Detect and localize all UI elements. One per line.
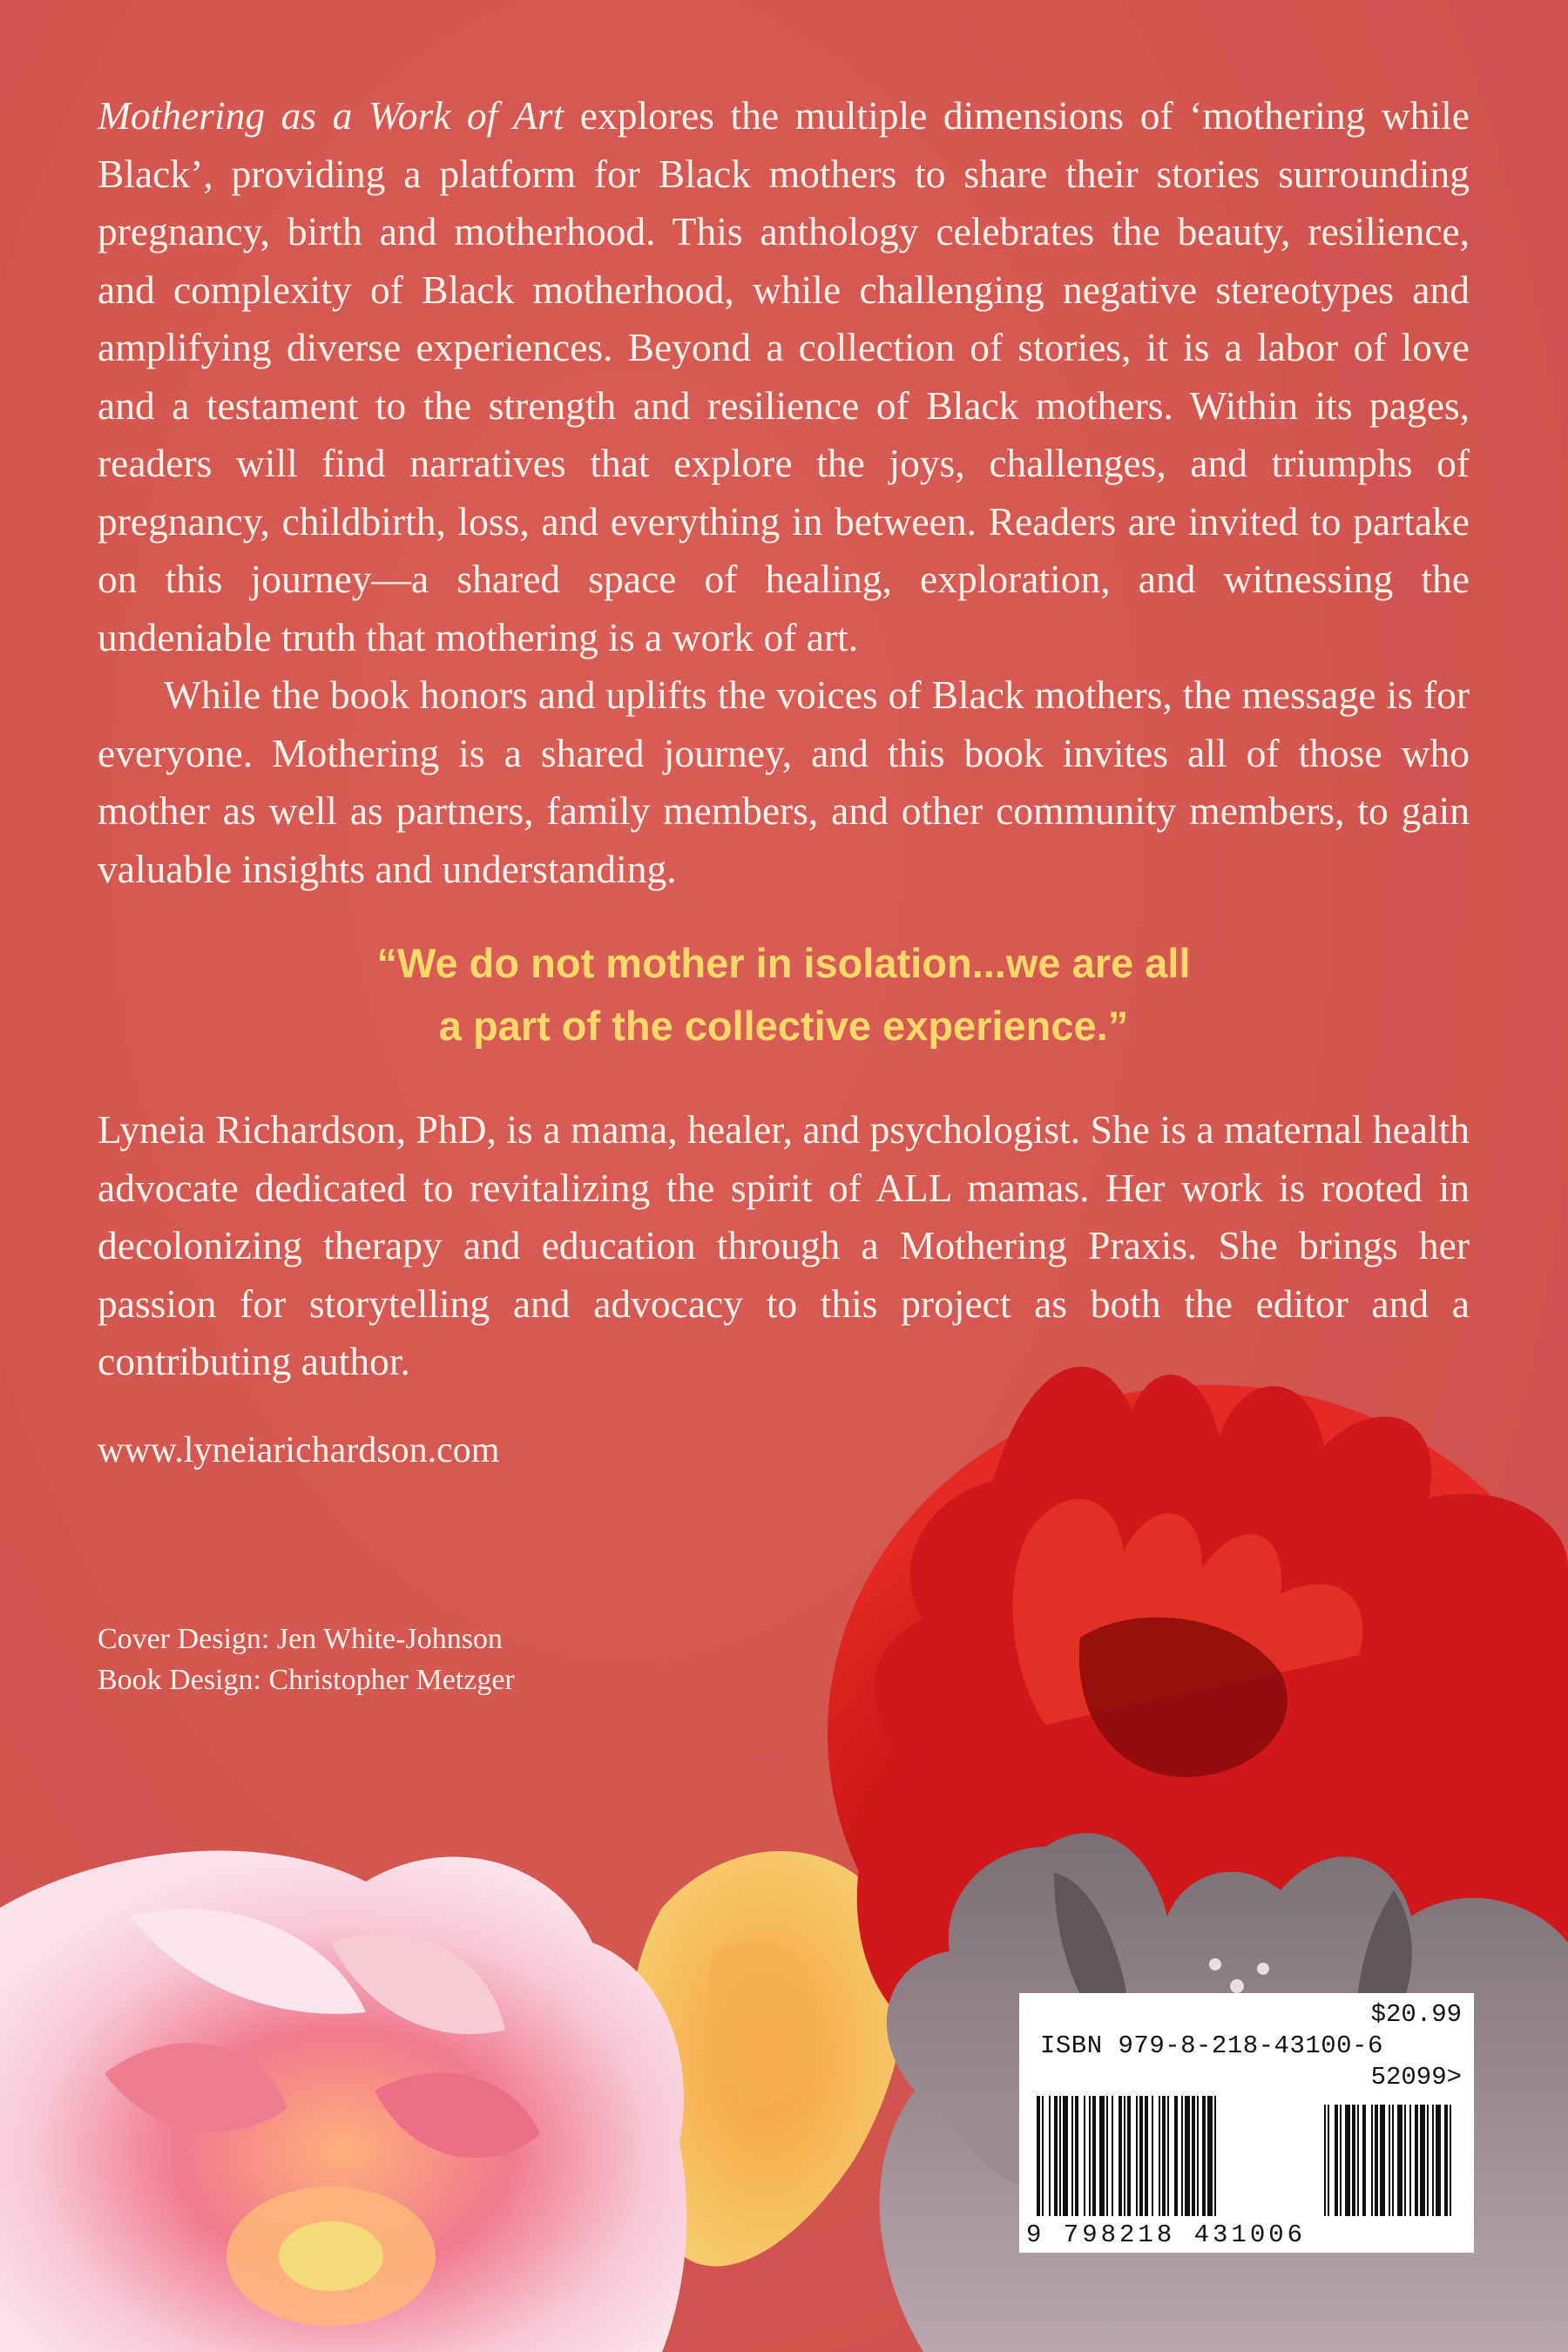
barcode-bar xyxy=(1207,2096,1213,2216)
barcode-addon-bar xyxy=(1450,2105,1451,2216)
barcode-addon-bar xyxy=(1375,2105,1378,2216)
barcode-price: $20.99 xyxy=(1370,2000,1462,2029)
pull-quote xyxy=(98,932,1470,1058)
barcode-bar xyxy=(1071,2096,1073,2216)
barcode-isbn: ISBN 979-8-218-43100-6 xyxy=(1040,2031,1383,2060)
barcode-bar xyxy=(1214,2096,1216,2216)
barcode-bar xyxy=(1152,2096,1153,2216)
barcode-addon-bar xyxy=(1427,2105,1429,2216)
barcode-bar xyxy=(1162,2096,1166,2216)
barcode-number: 9 798218 431006 xyxy=(1026,2220,1307,2249)
barcode-bar xyxy=(1127,2096,1131,2216)
barcode-bar xyxy=(1106,2096,1108,2216)
barcode-bar xyxy=(1167,2096,1169,2216)
barcode-bar xyxy=(1124,2096,1125,2216)
barcode-addon-bar xyxy=(1328,2105,1329,2216)
barcode-addon-bar xyxy=(1436,2105,1441,2216)
barcode-bar xyxy=(1054,2096,1058,2216)
barcode-addon-bar xyxy=(1420,2105,1425,2216)
barcode-bar xyxy=(1145,2096,1148,2216)
cover-design-credit: Cover Design: Jen White-Johnson xyxy=(98,1623,503,1655)
barcode-bar xyxy=(1112,2096,1113,2216)
barcode-addon-bar xyxy=(1371,2105,1373,2216)
barcode-bar xyxy=(1075,2096,1078,2216)
author-bio: Lyneia Richardson, PhD, is a mama, healer, and psychologist. She is a maternal health advocate dedicated to revitalizing the spirit of ALL mamas. Her work is rooted in decolonizing therapy and education through a Mothering Praxis. She brings her passion for storytelling and advocacy to this project as both the editor and a contributing author. xyxy=(98,1107,1470,1383)
barcode-bar xyxy=(1099,2096,1105,2216)
design-credits xyxy=(98,1619,515,1700)
barcode-addon-bar xyxy=(1380,2105,1385,2216)
barcode-bar xyxy=(1089,2096,1091,2216)
barcode-addon-bar xyxy=(1409,2105,1411,2216)
barcode-addon-bar xyxy=(1392,2105,1394,2216)
barcode-addon-bar xyxy=(1335,2105,1338,2216)
barcode-bar xyxy=(1059,2096,1061,2216)
barcode-addon-code: 52099> xyxy=(1370,2063,1462,2092)
book-design-credit: Book Design: Christopher Metzger xyxy=(98,1664,515,1696)
barcode-bar xyxy=(1084,2096,1085,2216)
author-website: www.lyneiarichardson.com xyxy=(98,1430,500,1470)
barcode-addon-bar xyxy=(1340,2105,1342,2216)
description-paragraph-2: While the book honors and uplifts the voices of Black mothers, the message is for everyone. Mothering is a shared journey, and this book invites all of those who mother as well as partners, family members, and other community members, to gain valuable insights and understanding. xyxy=(98,672,1470,891)
barcode-addon-bar xyxy=(1404,2105,1406,2216)
barcode-bar xyxy=(1092,2096,1096,2216)
barcode-bar xyxy=(1119,2096,1122,2216)
barcode-addon-bar xyxy=(1357,2105,1359,2216)
barcode-bar xyxy=(1063,2096,1068,2216)
pink-rose xyxy=(0,1850,686,2352)
barcode-bar xyxy=(1192,2096,1195,2216)
barcode-addon-bar xyxy=(1389,2105,1390,2216)
barcode-addon-bar xyxy=(1444,2105,1448,2216)
barcode-bar xyxy=(1197,2096,1199,2216)
description-paragraph-1-text: explores the multiple dimensions of ‘mothering while Black’, providing a platform for Black mothers to share their stories surrounding pregnancy, birth and motherhood. This anthology celebrates the beauty, resilience, and complexity of Black motherhood, while challenging negative stereotypes and amplifying diverse experiences. Beyond a collection of stories, it is a labor of love and a testament to the strength and resilience of Black mothers. Within its pages, readers will find narratives that explore the joys, challenges, and triumphs of pregnancy, childbirth, loss, and everything in between. Readers are invited to partake on this journey—a shared space of healing, exploration, and witnessing the undeniable truth that mothering is a work of art. xyxy=(98,93,1470,659)
barcode-addon-bar xyxy=(1397,2105,1402,2216)
barcode-bar xyxy=(1049,2096,1051,2216)
isbn-barcode xyxy=(1019,1993,1474,2253)
pull-quote-line-1: “We do not mother in isolation...we are all xyxy=(376,940,1191,986)
barcode-addon-bar xyxy=(1324,2105,1326,2216)
book-title: Mothering as a Work of Art xyxy=(98,93,564,138)
barcode-bar xyxy=(1159,2096,1160,2216)
barcode-addon-bar xyxy=(1415,2105,1418,2216)
description-paragraph-1 xyxy=(98,87,1470,666)
barcode-bar xyxy=(1042,2096,1044,2216)
barcode-bar xyxy=(1037,2096,1040,2216)
barcode-bars xyxy=(1037,2096,1456,2216)
barcode-bar xyxy=(1174,2096,1178,2216)
barcode-addon-bar xyxy=(1352,2105,1355,2216)
barcode-bar xyxy=(1181,2096,1183,2216)
barcode-bar xyxy=(1136,2096,1138,2216)
barcode-addon-bar xyxy=(1362,2105,1366,2216)
barcode-bar xyxy=(1202,2096,1206,2216)
barcode-addon-bar xyxy=(1432,2105,1434,2216)
barcode-bar xyxy=(1139,2096,1143,2216)
description xyxy=(98,87,1470,898)
pull-quote-line-2: a part of the collective experience.” xyxy=(438,1003,1129,1049)
barcode-bar xyxy=(1185,2096,1190,2216)
barcode-addon-bar xyxy=(1345,2105,1350,2216)
